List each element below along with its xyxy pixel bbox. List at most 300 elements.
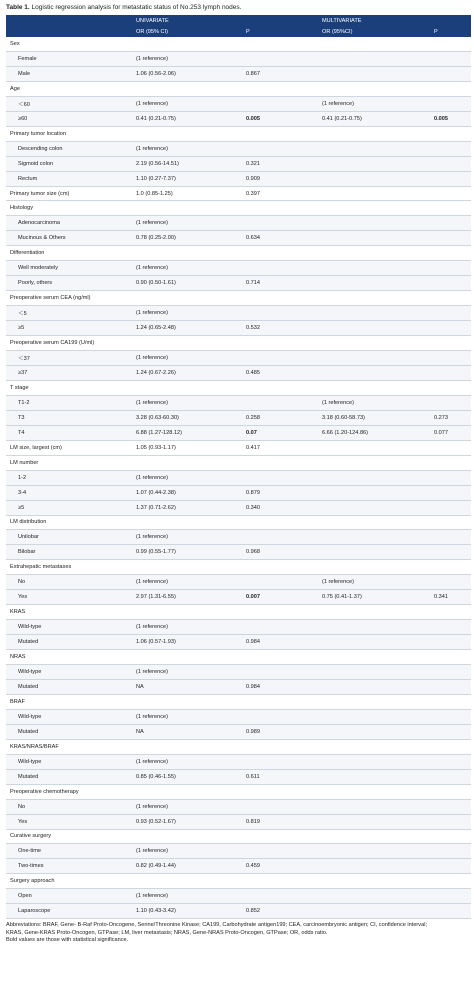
table-row	[6, 739, 471, 754]
multivariate-or: (1 reference)	[318, 96, 430, 111]
multivariate-or	[318, 66, 430, 81]
univariate-p	[242, 455, 318, 470]
multivariate-p	[430, 365, 471, 380]
multivariate-p	[430, 650, 471, 665]
row-label: T4	[6, 425, 132, 440]
multivariate-p	[430, 141, 471, 156]
univariate-or: 0.41 (0.21-0.75)	[132, 111, 242, 126]
table-row	[6, 889, 471, 904]
univariate-or: (1 reference)	[132, 665, 242, 680]
multivariate-p	[430, 635, 471, 650]
univariate-p	[242, 694, 318, 709]
table-row	[6, 351, 471, 366]
multivariate-or	[318, 665, 430, 680]
row-label: Open	[6, 889, 132, 904]
univariate-or: (1 reference)	[132, 51, 242, 66]
multivariate-p	[430, 784, 471, 799]
univariate-or: (1 reference)	[132, 889, 242, 904]
multivariate-p	[430, 306, 471, 321]
multivariate-p	[430, 694, 471, 709]
univariate-or	[132, 739, 242, 754]
multivariate-or	[318, 51, 430, 66]
table-row	[6, 665, 471, 680]
univariate-p	[242, 874, 318, 889]
multivariate-or	[318, 485, 430, 500]
row-label: Yes	[6, 814, 132, 829]
multivariate-or	[318, 440, 430, 455]
table-row	[6, 51, 471, 66]
univariate-or: 1.06 (0.56-2.06)	[132, 66, 242, 81]
multivariate-or	[318, 321, 430, 336]
multivariate-or	[318, 141, 430, 156]
multivariate-p	[430, 679, 471, 694]
multivariate-or	[318, 246, 430, 261]
univariate-p	[242, 829, 318, 844]
univariate-or: 2.97 (1.31-6.55)	[132, 590, 242, 605]
multivariate-or	[318, 560, 430, 575]
multivariate-or: 3.18 (0.60-58.73)	[318, 410, 430, 425]
table-row	[6, 530, 471, 545]
row-label: No	[6, 799, 132, 814]
row-label: Rectum	[6, 171, 132, 186]
row-label: Two-times	[6, 859, 132, 874]
multivariate-or	[318, 694, 430, 709]
univariate-or	[132, 784, 242, 799]
univariate-or: (1 reference)	[132, 306, 242, 321]
univariate-p: 0.532	[242, 321, 318, 336]
table-row	[6, 37, 471, 51]
univariate-or	[132, 829, 242, 844]
multivariate-or	[318, 306, 430, 321]
univariate-or: (1 reference)	[132, 709, 242, 724]
univariate-or: 1.0 (0.85-1.25)	[132, 186, 242, 201]
table-row	[6, 709, 471, 724]
univariate-p	[242, 620, 318, 635]
table-row	[6, 635, 471, 650]
univariate-p: 0.611	[242, 769, 318, 784]
row-label: T3	[6, 410, 132, 425]
multivariate-p	[430, 904, 471, 919]
multivariate-or	[318, 635, 430, 650]
table-row	[6, 440, 471, 455]
multivariate-or	[318, 859, 430, 874]
multivariate-or	[318, 650, 430, 665]
multivariate-p	[430, 216, 471, 231]
row-label: Male	[6, 66, 132, 81]
multivariate-p	[430, 231, 471, 246]
univariate-p: 0.634	[242, 231, 318, 246]
table-row	[6, 261, 471, 276]
header-or-multivariate: OR (95%CI)	[318, 26, 430, 37]
row-label: Preoperative serum CEA (ng/ml)	[6, 291, 132, 306]
univariate-p	[242, 575, 318, 590]
univariate-or: 6.88 (1.27-128.12)	[132, 425, 242, 440]
univariate-or	[132, 291, 242, 306]
table-row	[6, 470, 471, 485]
univariate-or	[132, 81, 242, 96]
multivariate-p	[430, 754, 471, 769]
table-row	[6, 724, 471, 739]
univariate-p: 0.989	[242, 724, 318, 739]
multivariate-p	[430, 96, 471, 111]
univariate-or: 0.99 (0.55-1.77)	[132, 545, 242, 560]
row-label: Mutated	[6, 724, 132, 739]
row-label: Mucinous & Others	[6, 231, 132, 246]
multivariate-or	[318, 620, 430, 635]
univariate-p: 0.909	[242, 171, 318, 186]
univariate-p	[242, 754, 318, 769]
univariate-or: (1 reference)	[132, 470, 242, 485]
univariate-p: 0.984	[242, 635, 318, 650]
regression-table	[6, 15, 471, 919]
multivariate-p	[430, 545, 471, 560]
row-label: Well moderately	[6, 261, 132, 276]
univariate-p	[242, 650, 318, 665]
row-label: ≥37	[6, 365, 132, 380]
row-label: Preoperative serum CA199 (U/ml)	[6, 336, 132, 351]
row-label: Differentiation	[6, 246, 132, 261]
row-label: Mutated	[6, 769, 132, 784]
univariate-p	[242, 96, 318, 111]
univariate-or	[132, 201, 242, 216]
multivariate-p: 0.005	[430, 111, 471, 126]
row-label: KRAS	[6, 605, 132, 620]
multivariate-p	[430, 605, 471, 620]
row-label: Extrahepatic metastases	[6, 560, 132, 575]
row-label: Histology	[6, 201, 132, 216]
univariate-or: (1 reference)	[132, 799, 242, 814]
header-p-univariate: P	[242, 26, 318, 37]
multivariate-p	[430, 485, 471, 500]
table-row	[6, 201, 471, 216]
multivariate-p	[430, 874, 471, 889]
table-row	[6, 156, 471, 171]
multivariate-p	[430, 799, 471, 814]
multivariate-or	[318, 336, 430, 351]
multivariate-p	[430, 261, 471, 276]
multivariate-or: 0.75 (0.41-1.37)	[318, 590, 430, 605]
table-row	[6, 814, 471, 829]
multivariate-p	[430, 186, 471, 201]
univariate-or	[132, 605, 242, 620]
univariate-p	[242, 709, 318, 724]
table-row	[6, 276, 471, 291]
univariate-p: 0.968	[242, 545, 318, 560]
table-row	[6, 171, 471, 186]
univariate-p	[242, 395, 318, 410]
multivariate-or	[318, 351, 430, 366]
row-label: Curative surgery	[6, 829, 132, 844]
univariate-or: (1 reference)	[132, 395, 242, 410]
row-label: One-time	[6, 844, 132, 859]
univariate-or	[132, 515, 242, 530]
header-row-groups	[6, 15, 471, 26]
multivariate-p: 0.273	[430, 410, 471, 425]
univariate-p	[242, 216, 318, 231]
row-label: Sigmoid colon	[6, 156, 132, 171]
univariate-or	[132, 874, 242, 889]
univariate-p: 0.321	[242, 156, 318, 171]
multivariate-or	[318, 470, 430, 485]
row-label: Sex	[6, 37, 132, 51]
multivariate-or	[318, 874, 430, 889]
univariate-p	[242, 336, 318, 351]
univariate-p	[242, 665, 318, 680]
univariate-or: 1.06 (0.57-1.93)	[132, 635, 242, 650]
table-row	[6, 455, 471, 470]
univariate-p: 0.258	[242, 410, 318, 425]
multivariate-p	[430, 171, 471, 186]
univariate-p: 0.397	[242, 186, 318, 201]
header-p-multivariate: P	[430, 26, 471, 37]
multivariate-p	[430, 37, 471, 51]
table-row	[6, 560, 471, 575]
univariate-or: (1 reference)	[132, 261, 242, 276]
univariate-or	[132, 126, 242, 141]
univariate-p	[242, 51, 318, 66]
univariate-p	[242, 889, 318, 904]
univariate-or	[132, 694, 242, 709]
univariate-p	[242, 515, 318, 530]
univariate-or: (1 reference)	[132, 844, 242, 859]
table-row	[6, 231, 471, 246]
table-row	[6, 485, 471, 500]
row-label: ＜37	[6, 351, 132, 366]
multivariate-or	[318, 799, 430, 814]
row-label: Preoperative chemotherapy	[6, 784, 132, 799]
univariate-or	[132, 246, 242, 261]
univariate-or: (1 reference)	[132, 141, 242, 156]
multivariate-or: 6.66 (1.20-124.86)	[318, 425, 430, 440]
univariate-p	[242, 784, 318, 799]
univariate-p: 0.005	[242, 111, 318, 126]
univariate-p	[242, 201, 318, 216]
univariate-p	[242, 844, 318, 859]
table-row	[6, 545, 471, 560]
multivariate-or	[318, 754, 430, 769]
univariate-p	[242, 246, 318, 261]
univariate-p: 0.340	[242, 500, 318, 515]
table-row	[6, 515, 471, 530]
univariate-p	[242, 470, 318, 485]
multivariate-p	[430, 889, 471, 904]
multivariate-p	[430, 814, 471, 829]
table-row	[6, 769, 471, 784]
multivariate-or	[318, 904, 430, 919]
multivariate-p	[430, 51, 471, 66]
row-label: NRAS	[6, 650, 132, 665]
table-row	[6, 605, 471, 620]
univariate-or	[132, 455, 242, 470]
row-label: ≥60	[6, 111, 132, 126]
multivariate-p: 0.077	[430, 425, 471, 440]
multivariate-p	[430, 291, 471, 306]
row-label: ≥5	[6, 500, 132, 515]
footnote-line-1: Abbreviations: BRAF, Gene- B-Raf Proto-Oncogene, Serine/Threonine Kinase; CA199, Carbohydrate antigen199; CEA, carcinoembryonic antigen; CI, confidence interval;	[6, 922, 428, 929]
univariate-p: 0.417	[242, 440, 318, 455]
multivariate-p	[430, 769, 471, 784]
multivariate-p	[430, 455, 471, 470]
univariate-or: 1.10 (0.27-7.37)	[132, 171, 242, 186]
header-row-columns	[6, 26, 471, 37]
univariate-or: 1.05 (0.93-1.17)	[132, 440, 242, 455]
multivariate-p	[430, 739, 471, 754]
multivariate-or	[318, 530, 430, 545]
table-row	[6, 336, 471, 351]
footnote-line-2: KRAS, Gene-KRAS Proto-Oncogen, GTPase; LM, liver metastasis; NRAS, Gene-NRAS Proto-Oncogen, GTPase; OR, odds ratio.	[6, 929, 328, 936]
table-row	[6, 650, 471, 665]
multivariate-p	[430, 156, 471, 171]
univariate-or	[132, 37, 242, 51]
univariate-p: 0.459	[242, 859, 318, 874]
multivariate-p	[430, 81, 471, 96]
multivariate-or	[318, 231, 430, 246]
univariate-or: 0.90 (0.50-1.61)	[132, 276, 242, 291]
multivariate-p	[430, 575, 471, 590]
multivariate-or	[318, 365, 430, 380]
table-row	[6, 216, 471, 231]
multivariate-or: 0.41 (0.21-0.75)	[318, 111, 430, 126]
multivariate-p	[430, 470, 471, 485]
row-label: KRAS/NRAS/BRAF	[6, 739, 132, 754]
row-label: Wild-type	[6, 754, 132, 769]
table-row	[6, 365, 471, 380]
univariate-or: 2.19 (0.56-14.51)	[132, 156, 242, 171]
multivariate-p	[430, 709, 471, 724]
univariate-or: NA	[132, 724, 242, 739]
multivariate-or	[318, 605, 430, 620]
row-label: Bilobar	[6, 545, 132, 560]
table-row	[6, 754, 471, 769]
multivariate-or	[318, 679, 430, 694]
multivariate-or	[318, 814, 430, 829]
table-row	[6, 679, 471, 694]
multivariate-p	[430, 724, 471, 739]
header-empty	[6, 15, 132, 26]
multivariate-or	[318, 709, 430, 724]
univariate-or: (1 reference)	[132, 530, 242, 545]
multivariate-or	[318, 171, 430, 186]
table-row	[6, 246, 471, 261]
table-body	[6, 37, 471, 919]
univariate-or: 3.28 (0.63-60.30)	[132, 410, 242, 425]
table-row	[6, 66, 471, 81]
univariate-or: 0.78 (0.25-2.00)	[132, 231, 242, 246]
table-row	[6, 590, 471, 605]
multivariate-or: (1 reference)	[318, 575, 430, 590]
univariate-or: 1.10 (0.43-3.42)	[132, 904, 242, 919]
table-row	[6, 291, 471, 306]
univariate-p: 0.714	[242, 276, 318, 291]
multivariate-or	[318, 261, 430, 276]
table-row	[6, 321, 471, 336]
univariate-or: 1.37 (0.71-2.62)	[132, 500, 242, 515]
table-row	[6, 799, 471, 814]
row-label: Surgery approach	[6, 874, 132, 889]
univariate-or: (1 reference)	[132, 351, 242, 366]
table-row	[6, 859, 471, 874]
row-label: Age	[6, 81, 132, 96]
multivariate-p	[430, 530, 471, 545]
table-row	[6, 126, 471, 141]
caption-text: Logistic regression analysis for metastatic status of No.253 lymph nodes.	[31, 4, 242, 11]
univariate-or: (1 reference)	[132, 754, 242, 769]
multivariate-p	[430, 276, 471, 291]
row-label: Wild-type	[6, 620, 132, 635]
row-label: 1-2	[6, 470, 132, 485]
row-label: Poorly, others	[6, 276, 132, 291]
multivariate-or	[318, 156, 430, 171]
multivariate-p	[430, 246, 471, 261]
multivariate-p	[430, 126, 471, 141]
multivariate-or	[318, 81, 430, 96]
univariate-or: (1 reference)	[132, 575, 242, 590]
table-row	[6, 829, 471, 844]
univariate-or	[132, 560, 242, 575]
univariate-p	[242, 126, 318, 141]
univariate-p: 0.07	[242, 425, 318, 440]
multivariate-p	[430, 440, 471, 455]
multivariate-or	[318, 455, 430, 470]
multivariate-or	[318, 201, 430, 216]
header-univariate: UNIVARIATE	[132, 15, 318, 26]
multivariate-or	[318, 380, 430, 395]
univariate-or: 1.24 (0.67-2.26)	[132, 365, 242, 380]
table-row	[6, 410, 471, 425]
row-label: 3-4	[6, 485, 132, 500]
row-label: ＜5	[6, 306, 132, 321]
univariate-p	[242, 799, 318, 814]
row-label: Female	[6, 51, 132, 66]
table-caption	[0, 0, 474, 15]
multivariate-p	[430, 500, 471, 515]
header-multivariate: MULTIVARIATE	[318, 15, 471, 26]
caption-label: Table 1.	[6, 4, 30, 11]
univariate-p	[242, 380, 318, 395]
univariate-or: (1 reference)	[132, 216, 242, 231]
row-label: LM size, largest (cm)	[6, 440, 132, 455]
univariate-p: 0.819	[242, 814, 318, 829]
univariate-or: (1 reference)	[132, 96, 242, 111]
univariate-or	[132, 336, 242, 351]
table-row	[6, 395, 471, 410]
univariate-p	[242, 81, 318, 96]
table-row	[6, 620, 471, 635]
row-label: LM distribution	[6, 515, 132, 530]
univariate-p	[242, 306, 318, 321]
univariate-or	[132, 380, 242, 395]
multivariate-or	[318, 515, 430, 530]
multivariate-p	[430, 351, 471, 366]
table-row	[6, 380, 471, 395]
table-row	[6, 81, 471, 96]
row-label: Unilobar	[6, 530, 132, 545]
row-label: Wild-type	[6, 709, 132, 724]
univariate-p	[242, 605, 318, 620]
univariate-p	[242, 141, 318, 156]
multivariate-p	[430, 66, 471, 81]
multivariate-p	[430, 336, 471, 351]
multivariate-or	[318, 500, 430, 515]
table-row	[6, 306, 471, 321]
table-row	[6, 694, 471, 709]
row-label: Descending colon	[6, 141, 132, 156]
row-label: Primary tumor size (cm)	[6, 186, 132, 201]
multivariate-p	[430, 380, 471, 395]
row-label: Wild-type	[6, 665, 132, 680]
multivariate-p	[430, 665, 471, 680]
row-label: No	[6, 575, 132, 590]
